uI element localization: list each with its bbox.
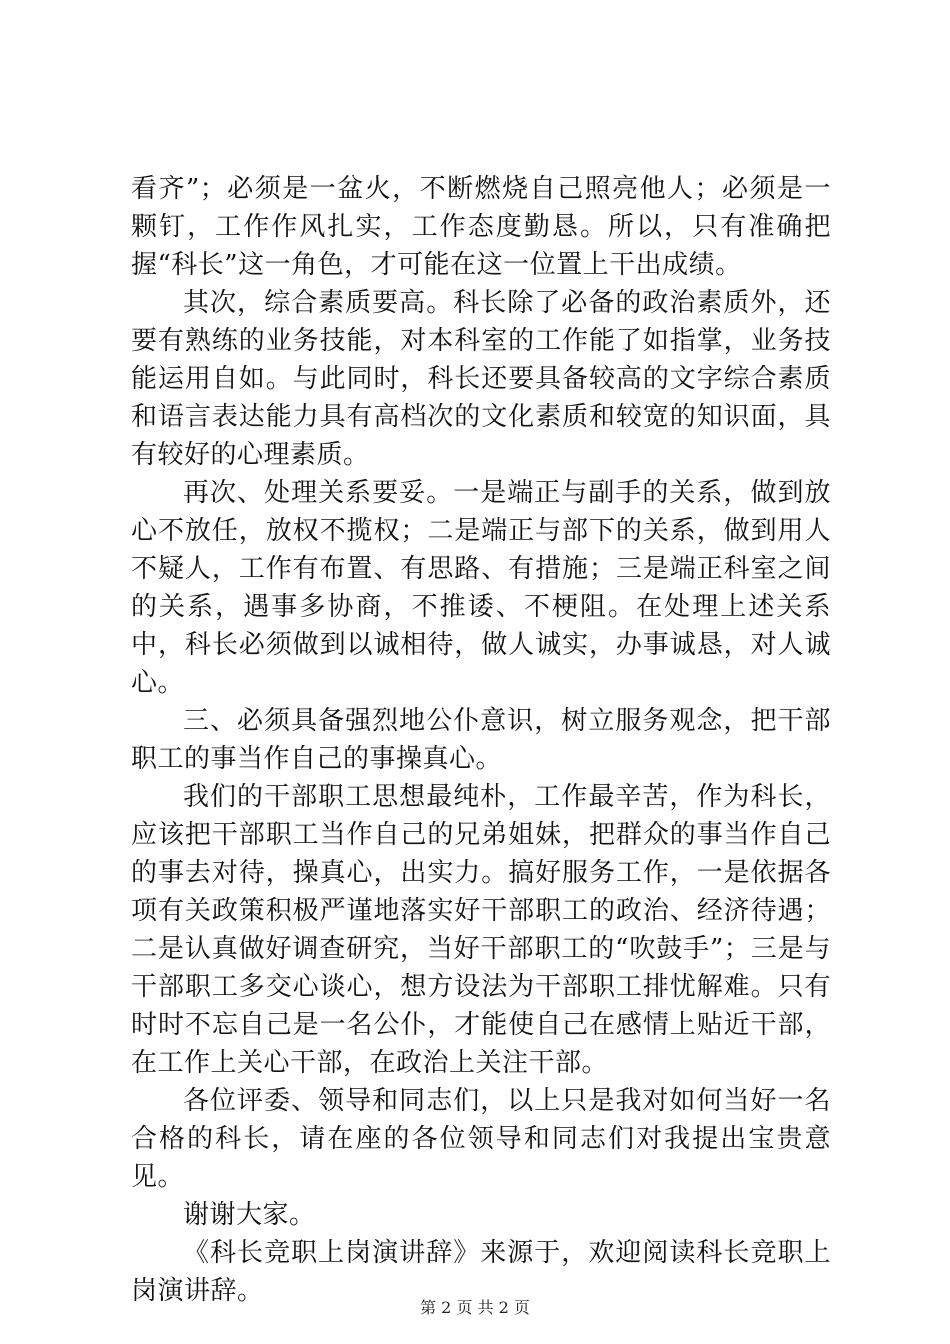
paragraph-4: 三、必须具备强烈地公仆意识，树立服务观念，把干部职工的事当作自己的事操真心。 (131, 706, 831, 774)
paragraph-2: 其次，综合素质要高。科长除了必备的政治素质外，还要有熟练的业务技能，对本科室的工作能了如指掌，业务技能运用自如。与此同时，科长还要具备较高的文字综合素质和语言表达能力具有高档次的文化素质和较宽的知识面，具有较好的心理素质。 (131, 288, 831, 470)
page-number-label: 第 2 页 共 2 页 (420, 1298, 530, 1317)
paragraph-1: 看齐”；必须是一盆火，不断燃烧自己照亮他人；必须是一颗钉，工作作风扎实，工作态度勤恳。所以，只有准确把握“科长”这一角色，才可能在这一位置上干出成绩。 (131, 174, 831, 280)
paragraph-6: 各位评委、领导和同志们，以上只是我对如何当好一名合格的科长，请在座的各位领导和同志们对我提出宝贵意见。 (131, 1086, 831, 1192)
paragraph-8: 《科长竞职上岗演讲辞》来源于，欢迎阅读科长竞职上岗演讲辞。 (131, 1238, 831, 1306)
paragraph-7: 谢谢大家。 (183, 1200, 316, 1230)
page-footer (0, 1297, 950, 1319)
paragraph-3: 再次、处理关系要妥。一是端正与副手的关系，做到放心不放任，放权不揽权；二是端正与部下的关系，做到用人不疑人，工作有布置、有思路、有措施；三是端正科室之间的关系，遇事多协商，不推诿、不梗阻。在处理上述关系中，科长必须做到以诚相待，做人诚实，办事诚恳，对人诚心。 (131, 478, 831, 698)
paragraph-5: 我们的干部职工思想最纯朴，工作最辛苦，作为科长，应该把干部职工当作自己的兄弟姐妹，把群众的事当作自己的事去对待，操真心，出实力。搞好服务工作，一是依据各项有关政策积极严谨地落实好干部职工的政治、经济待遇；二是认真做好调查研究，当好干部职工的“吹鼓手”；三是与干部职工多交心谈心，想方设法为干部职工排忧解难。只有时时不忘自己是一名公仆，才能使自己在感情上贴近干部，在工作上关心干部，在政治上关注干部。 (131, 782, 831, 1078)
document-body (131, 170, 831, 1310)
